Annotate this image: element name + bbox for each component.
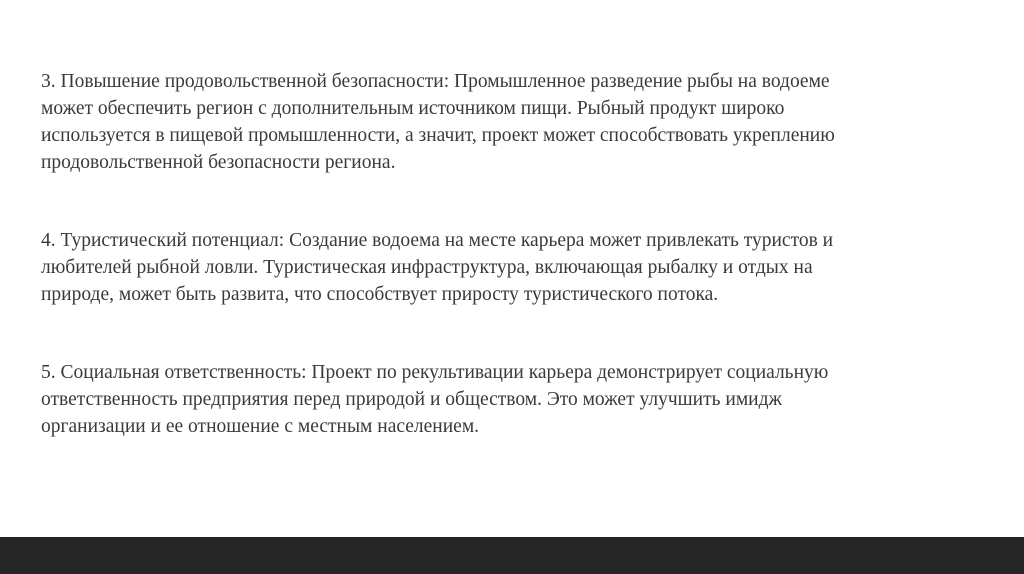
text-line: продовольственной безопасности региона. bbox=[41, 152, 396, 173]
text-line: может обеспечить регион с дополнительным источником пищи. Рыбный продукт широко bbox=[41, 98, 785, 119]
text-line: ответственность предприятия перед природой и обществом. Это может улучшить имидж bbox=[41, 389, 782, 410]
text-line: 5. Социальная ответственность: Проект по рекультивации карьера демонстрирует социальную bbox=[41, 362, 829, 383]
paragraph-social-responsibility bbox=[41, 359, 941, 440]
text-line: организации и ее отношение с местным населением. bbox=[41, 416, 480, 437]
paragraph-food-security bbox=[41, 68, 941, 176]
text-line: 3. Повышение продовольственной безопасности: Промышленное разведение рыбы на водоеме bbox=[41, 71, 830, 92]
text-line: используется в пищевой промышленности, а значит, проект может способствовать укреплению bbox=[41, 125, 835, 146]
text-line: любителей рыбной ловли. Туристическая инфраструктура, включающая рыбалку и отдых на bbox=[41, 257, 813, 278]
text-line: природе, может быть развита, что способствует приросту туристического потока. bbox=[41, 284, 719, 305]
text-line: 4. Туристический потенциал: Создание водоема на месте карьера может привлекать туристов и bbox=[41, 230, 834, 251]
paragraph-tourism-potential bbox=[41, 227, 941, 308]
bottom-toolbar-bar bbox=[0, 537, 1024, 574]
